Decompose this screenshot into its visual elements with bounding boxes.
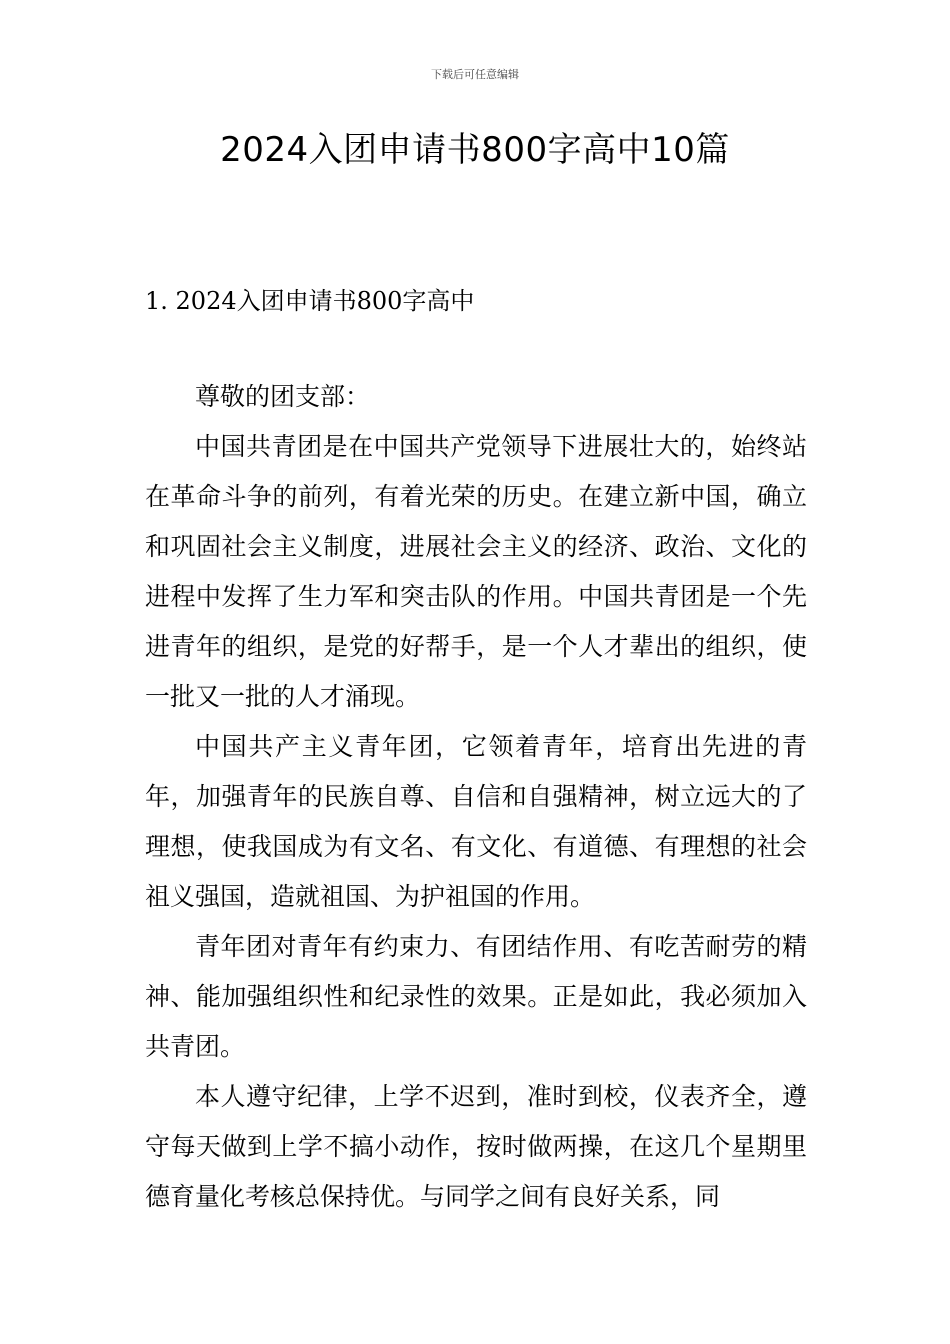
section-heading: 1. 2024入团申请书800字高中 xyxy=(145,287,475,315)
paragraph: 本人遵守纪律，上学不迟到，准时到校，仪表齐全，遵守每天做到上学不搞小动作，按时做两操，在这几个星期里德育量化考核总保持优。与同学之间有良好关系，同 xyxy=(145,1082,807,1211)
paragraph: 中国共产主义青年团，它领着青年，培育出先进的青年，加强青年的民族自尊、自信和自强精神，树立远大的了理想，使我国成为有文名、有文化、有道德、有理想的社会祖义强国，造就祖国、为护祖国的作用。 xyxy=(145,732,807,911)
paragraph: 青年团对青年有约束力、有团结作用、有吃苦耐劳的精神、能加强组织性和纪录性的效果。正是如此，我必须加入共青团。 xyxy=(145,932,807,1061)
letter-body xyxy=(145,372,807,1222)
header-note: 下载后可任意编辑 xyxy=(431,68,519,81)
document-title: 2024入团申请书800字高中10篇 xyxy=(220,130,730,170)
paragraph: 中国共青团是在中国共产党领导下进展壮大的，始终站在革命斗争的前列，有着光荣的历史。在建立新中国，确立和巩固社会主义制度，进展社会主义的经济、政治、文化的进程中发挥了生力军和突击队的作用。中国共青团是一个先进青年的组织，是党的好帮手，是一个人才辈出的组织，使一批又一批的人才涌现。 xyxy=(145,432,807,711)
salutation: 尊敬的团支部： xyxy=(195,382,371,411)
